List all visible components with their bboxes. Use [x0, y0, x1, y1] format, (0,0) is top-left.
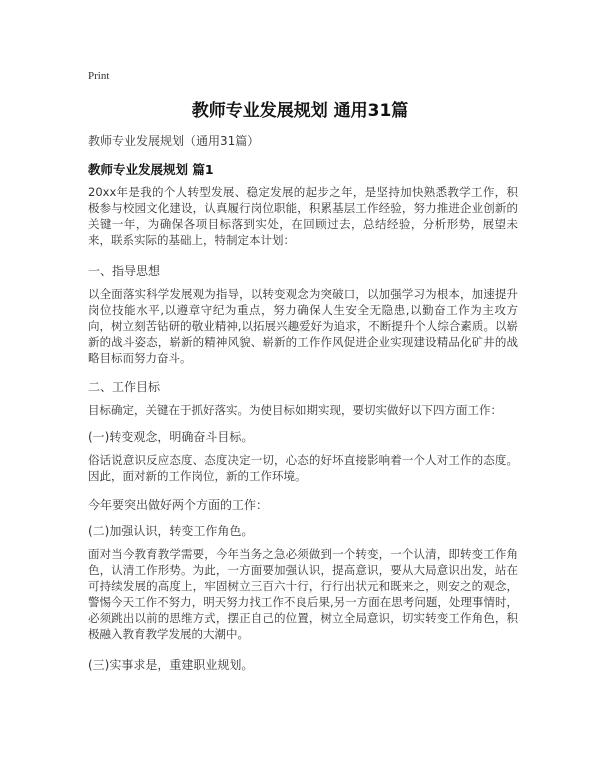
section-title: 教师专业发展规划 篇1: [88, 162, 214, 177]
work-goals-paragraph: 目标确定，关键在于抓好落实。为使目标如期实现，要切实做好以下四方面工作：: [88, 403, 502, 417]
intro-paragraph: 20xx年是我的个人转型发展、稳定发展的起步之年，是坚持加快熟悉教学工作，积极参与校园文化建设，认真履行岗位职能，积累基层工作经验，努力推进企业创新的关键一年，为确保各项目标落到实处，在回顾过去，总结经验，分析形势，展望未来，联系实际的基础上，特制定本计划：: [88, 185, 518, 247]
heading-work-goals: 二、工作目标: [88, 380, 161, 394]
print-link[interactable]: Print: [88, 70, 110, 82]
heading-guiding-ideology: 一、指导思想: [88, 264, 161, 278]
attitude-paragraph: 俗话说意识反应态度、态度决定一切，心态的好坏直接影响着一个人对工作的态度。因此，面对新的工作岗位，新的工作环境。: [88, 453, 518, 483]
subheading-career-plan: (三)实事求是，重建职业规划。: [88, 658, 254, 672]
awareness-paragraph: 面对当今教育教学需要，今年当务之急必须做到一个转变，一个认清，即转变工作角色，认清工作形势。为此，一方面要加强认识，提高意识，要从大局意识出发，站在可持续发展的高度上，牢固树立三百六十行，行行出状元和既来之，则安之的观念，警惕今天工作不努力，明天努力找工作不良后果,另一方面在思考问题，处理事情时，必须跳出以前的思维方式，摆正自己的位置，树立全局意识，切实转变工作角色，积极融入教育教学发展的大潮中。: [88, 547, 518, 641]
guiding-ideology-paragraph: 以全面落实科学发展观为指导，以转变观念为突破口，以加强学习为根本，加速提升岗位技能水平,以遵章守纪为重点，努力确保人生安全无隐患,以勤奋工作为主攻方向，树立刻苦钻研的敬业精神,以拓展兴趣爱好为追求，不断提升个人综合素质。以崭新的战斗姿态，崭新的精神风貌、崭新的工作作风促进企业实现建设精品化矿井的战略目标而努力奋斗。: [88, 287, 518, 365]
subheading-strengthen-awareness: (二)加强认识，转变工作角色。: [88, 524, 254, 538]
subheading-change-mindset: (一)转变观念，明确奋斗目标。: [88, 430, 254, 444]
two-aspects-line: 今年要突出做好两个方面的工作：: [88, 498, 269, 512]
document-title: 教师专业发展规划 通用31篇: [191, 101, 409, 121]
document-subtitle: 教师专业发展规划（通用31篇）: [88, 134, 260, 148]
